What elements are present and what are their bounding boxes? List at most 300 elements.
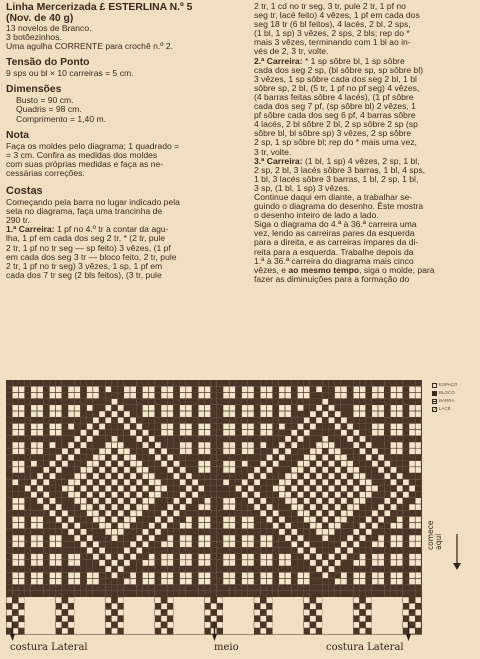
chart-cell bbox=[111, 510, 117, 516]
chart-cell bbox=[99, 380, 105, 386]
chart-cell bbox=[304, 467, 310, 473]
chart-cell bbox=[235, 436, 241, 442]
chart-cell bbox=[186, 510, 192, 516]
chart-cell bbox=[161, 467, 167, 473]
chart-cell bbox=[341, 603, 347, 609]
chart-cell bbox=[223, 417, 229, 423]
chart-cell bbox=[37, 492, 43, 498]
chart-cell bbox=[242, 454, 248, 460]
chart-cell bbox=[136, 622, 142, 628]
chart-cell bbox=[211, 448, 217, 454]
chart-cell bbox=[217, 442, 223, 448]
chart-cell bbox=[341, 442, 347, 448]
chart-cell bbox=[310, 585, 316, 591]
chart-cell bbox=[136, 498, 142, 504]
dimensions-heading: Dimensões bbox=[6, 84, 62, 96]
chart-cell bbox=[142, 628, 148, 634]
chart-cell bbox=[285, 510, 291, 516]
chart-cell bbox=[18, 492, 24, 498]
chart-cell bbox=[99, 628, 105, 634]
chart-cell bbox=[341, 380, 347, 386]
chart-cell bbox=[74, 529, 80, 535]
chart-cell bbox=[93, 535, 99, 541]
chart-cell bbox=[93, 560, 99, 566]
chart-cell bbox=[359, 467, 365, 473]
chart-cell bbox=[347, 622, 353, 628]
chart-cell bbox=[248, 591, 254, 597]
row3-line: 2 sp, 2 bl, 3 lacés sôbre 3 barras, 1 bl, 4 sps, bbox=[254, 164, 426, 175]
chart-cell bbox=[211, 609, 217, 615]
chart-cell bbox=[149, 442, 155, 448]
chart-cell bbox=[49, 399, 55, 405]
chart-cell bbox=[347, 578, 353, 584]
chart-cell bbox=[409, 399, 415, 405]
chart-cell bbox=[80, 622, 86, 628]
chart-cell bbox=[37, 585, 43, 591]
chart-cell bbox=[56, 492, 62, 498]
chart-cell bbox=[12, 591, 18, 597]
chart-cell bbox=[372, 417, 378, 423]
chart-cell bbox=[304, 628, 310, 634]
chart-cell bbox=[37, 436, 43, 442]
chart-cell bbox=[80, 603, 86, 609]
chart-cell bbox=[155, 467, 161, 473]
chart-cell bbox=[31, 591, 37, 597]
chart-cell bbox=[25, 616, 31, 622]
chart-cell bbox=[335, 417, 341, 423]
chart-cell bbox=[211, 417, 217, 423]
chart-cell bbox=[31, 603, 37, 609]
chart-cell bbox=[335, 473, 341, 479]
chart-cell bbox=[173, 566, 179, 572]
chart-cell bbox=[260, 597, 266, 603]
chart-cell bbox=[359, 417, 365, 423]
chart-cell bbox=[310, 436, 316, 442]
chart-cell bbox=[43, 423, 49, 429]
chart-cell bbox=[204, 628, 210, 634]
chart-cell bbox=[304, 566, 310, 572]
chart-cell bbox=[285, 603, 291, 609]
chart-cell bbox=[384, 399, 390, 405]
chart-cell bbox=[124, 510, 130, 516]
chart-cell bbox=[68, 547, 74, 553]
chart-cell bbox=[173, 516, 179, 522]
chart-cell bbox=[328, 622, 334, 628]
chart-cell bbox=[6, 473, 12, 479]
chart-cell bbox=[124, 597, 130, 603]
chart-cell bbox=[161, 597, 167, 603]
chart-cell bbox=[80, 516, 86, 522]
chart-cell bbox=[266, 485, 272, 491]
chart-cell bbox=[118, 535, 124, 541]
chart-cell bbox=[384, 504, 390, 510]
chart-cell bbox=[372, 628, 378, 634]
chart-cell bbox=[80, 547, 86, 553]
chart-cell bbox=[6, 392, 12, 398]
chart-cell bbox=[279, 585, 285, 591]
chart-cell bbox=[12, 597, 18, 603]
chart-cell bbox=[149, 417, 155, 423]
chart-cell bbox=[6, 399, 12, 405]
chart-cell bbox=[74, 603, 80, 609]
chart-cell bbox=[173, 603, 179, 609]
chart-cell bbox=[192, 597, 198, 603]
chart-cell bbox=[378, 485, 384, 491]
chart-cell bbox=[167, 591, 173, 597]
chart-cell bbox=[335, 380, 341, 386]
chart-cell bbox=[198, 399, 204, 405]
chart-cell bbox=[347, 442, 353, 448]
continuation-line: Siga o diagrama do 4.ª à 36.ª carreira uma bbox=[254, 219, 417, 230]
chart-cell bbox=[353, 399, 359, 405]
chart-cell bbox=[254, 411, 260, 417]
chart-cell bbox=[49, 609, 55, 615]
chart-cell bbox=[310, 380, 316, 386]
chart-cell bbox=[384, 616, 390, 622]
chart-cell bbox=[415, 566, 421, 572]
chart-cell bbox=[316, 535, 322, 541]
chart-cell bbox=[18, 628, 24, 634]
chart-cell bbox=[31, 529, 37, 535]
chart-cell bbox=[335, 485, 341, 491]
chart-cell bbox=[254, 448, 260, 454]
chart-cell bbox=[25, 436, 31, 442]
legend-symbol-icon bbox=[432, 391, 437, 396]
chart-cell bbox=[403, 442, 409, 448]
chart-cell bbox=[291, 603, 297, 609]
chart-cell bbox=[204, 547, 210, 553]
chart-cell bbox=[403, 603, 409, 609]
chart-cell bbox=[111, 461, 117, 467]
chart-cell bbox=[223, 566, 229, 572]
chart-cell bbox=[198, 616, 204, 622]
chart-cell bbox=[403, 399, 409, 405]
chart-cell bbox=[291, 535, 297, 541]
chart-cell bbox=[235, 516, 241, 522]
chart-cell bbox=[62, 572, 68, 578]
chart-cell bbox=[297, 622, 303, 628]
chart-cell bbox=[297, 529, 303, 535]
middle-label: meio bbox=[214, 642, 239, 653]
chart-cell bbox=[248, 603, 254, 609]
chart-cell bbox=[192, 523, 198, 529]
chart-cell bbox=[359, 485, 365, 491]
chart-cell bbox=[211, 498, 217, 504]
chart-cell bbox=[316, 411, 322, 417]
chart-cell bbox=[217, 423, 223, 429]
chart-cell bbox=[25, 467, 31, 473]
chart-cell bbox=[87, 399, 93, 405]
chart-cell bbox=[279, 622, 285, 628]
chart-cell bbox=[204, 380, 210, 386]
chart-cell bbox=[80, 510, 86, 516]
chart-cell bbox=[254, 572, 260, 578]
chart-cell bbox=[49, 436, 55, 442]
chart-cell bbox=[390, 516, 396, 522]
chart-cell bbox=[409, 436, 415, 442]
chart-cell bbox=[130, 529, 136, 535]
chart-cell bbox=[136, 597, 142, 603]
chart-cell bbox=[105, 423, 111, 429]
chart-cell bbox=[260, 523, 266, 529]
chart-cell bbox=[198, 622, 204, 628]
chart-cell bbox=[198, 529, 204, 535]
chart-cell bbox=[155, 591, 161, 597]
chart-cell bbox=[285, 380, 291, 386]
chart-cell bbox=[415, 547, 421, 553]
chart-cell bbox=[93, 423, 99, 429]
row3-line: 3 sp, (1 bl, 1 sp) 3 vêzes. bbox=[254, 182, 351, 193]
chart-cell bbox=[180, 417, 186, 423]
chart-cell bbox=[217, 566, 223, 572]
chart-cell bbox=[304, 436, 310, 442]
chart-cell bbox=[304, 479, 310, 485]
chart-cell bbox=[322, 616, 328, 622]
chart-cell bbox=[409, 498, 415, 504]
chart-cell bbox=[118, 492, 124, 498]
chart-cell bbox=[273, 479, 279, 485]
chart-cell bbox=[409, 492, 415, 498]
row1-line: lha, 1 pf em cada dos seg 2 tr, * (2 tr, pule bbox=[6, 233, 166, 244]
chart-cell bbox=[310, 572, 316, 578]
chart-cell bbox=[105, 591, 111, 597]
chart-cell bbox=[291, 423, 297, 429]
chart-cell bbox=[198, 380, 204, 386]
chart-cell bbox=[390, 380, 396, 386]
chart-cell bbox=[211, 566, 217, 572]
chart-cell bbox=[180, 461, 186, 467]
chart-cell bbox=[149, 461, 155, 467]
chart-cell bbox=[68, 448, 74, 454]
chart-cell bbox=[372, 591, 378, 597]
chart-cell bbox=[186, 454, 192, 460]
chart-cell bbox=[186, 547, 192, 553]
chart-cell bbox=[49, 566, 55, 572]
chart-cell bbox=[6, 436, 12, 442]
chart-cell bbox=[105, 436, 111, 442]
title-line: (Nov. de 40 g) bbox=[6, 13, 74, 24]
chart-cell bbox=[372, 609, 378, 615]
chart-cell bbox=[155, 585, 161, 591]
chart-cell bbox=[18, 380, 24, 386]
chart-cell bbox=[111, 591, 117, 597]
chart-cell bbox=[304, 399, 310, 405]
chart-cell bbox=[43, 392, 49, 398]
chart-cell bbox=[297, 417, 303, 423]
last-instruction-line: vêzes, e ao mesmo tempo, siga o molde, para bbox=[254, 264, 435, 275]
chart-cell bbox=[142, 554, 148, 560]
chart-cell bbox=[56, 417, 62, 423]
chart-cell bbox=[235, 448, 241, 454]
chart-cell bbox=[260, 454, 266, 460]
chart-cell bbox=[31, 467, 37, 473]
chart-cell bbox=[316, 423, 322, 429]
chart-cell bbox=[37, 454, 43, 460]
chart-cell bbox=[43, 616, 49, 622]
chart-cell bbox=[223, 609, 229, 615]
chart-cell bbox=[192, 461, 198, 467]
chart-cell bbox=[235, 380, 241, 386]
chart-cell bbox=[142, 454, 148, 460]
chart-cell bbox=[397, 510, 403, 516]
row2-line: (4 barras feitas sôbre 4 lacés), (1 pf sôbre bbox=[254, 91, 414, 102]
chart-cell bbox=[254, 535, 260, 541]
chart-cell bbox=[111, 448, 117, 454]
chart-cell bbox=[62, 541, 68, 547]
chart-cell bbox=[217, 504, 223, 510]
chart-cell bbox=[161, 566, 167, 572]
chart-cell bbox=[297, 585, 303, 591]
chart-cell bbox=[390, 547, 396, 553]
chart-cell bbox=[74, 380, 80, 386]
chart-cell bbox=[217, 554, 223, 560]
chart-cell bbox=[118, 572, 124, 578]
chart-cell bbox=[31, 547, 37, 553]
chart-cell bbox=[279, 417, 285, 423]
chart-cell bbox=[149, 628, 155, 634]
chart-cell bbox=[149, 399, 155, 405]
chart-cell bbox=[18, 485, 24, 491]
chart-cell bbox=[192, 467, 198, 473]
chart-cell bbox=[403, 386, 409, 392]
chart-cell bbox=[229, 622, 235, 628]
chart-cell bbox=[99, 417, 105, 423]
chart-cell bbox=[192, 485, 198, 491]
chart-cell bbox=[136, 417, 142, 423]
chart-cell bbox=[229, 485, 235, 491]
chart-cell bbox=[155, 392, 161, 398]
chart-cell bbox=[322, 510, 328, 516]
chart-cell bbox=[211, 560, 217, 566]
chart-cell bbox=[266, 498, 272, 504]
chart-cell bbox=[291, 591, 297, 597]
chart-cell bbox=[378, 523, 384, 529]
chart-cell bbox=[43, 572, 49, 578]
chart-cell bbox=[397, 492, 403, 498]
chart-cell bbox=[211, 461, 217, 467]
chart-cell bbox=[204, 399, 210, 405]
chart-cell bbox=[142, 585, 148, 591]
chart-cell bbox=[273, 535, 279, 541]
chart-cell bbox=[217, 535, 223, 541]
chart-cell bbox=[99, 554, 105, 560]
chart-cell bbox=[390, 585, 396, 591]
chart-cell bbox=[149, 585, 155, 591]
chart-cell bbox=[56, 510, 62, 516]
chart-cell bbox=[74, 430, 80, 436]
chart-cell bbox=[192, 436, 198, 442]
chart-cell bbox=[43, 554, 49, 560]
chart-cell bbox=[273, 380, 279, 386]
chart-cell bbox=[124, 609, 130, 615]
chart-cell bbox=[384, 529, 390, 535]
chart-cell bbox=[273, 473, 279, 479]
chart-cell bbox=[186, 529, 192, 535]
chart-cell bbox=[192, 585, 198, 591]
chart-cell bbox=[161, 585, 167, 591]
chart-cell bbox=[43, 547, 49, 553]
chart-cell bbox=[353, 535, 359, 541]
chart-cell bbox=[347, 572, 353, 578]
chart-cell bbox=[297, 597, 303, 603]
chart-cell bbox=[397, 585, 403, 591]
chart-cell bbox=[105, 547, 111, 553]
chart-cell bbox=[49, 516, 55, 522]
chart-cell bbox=[142, 399, 148, 405]
chart-cell bbox=[248, 479, 254, 485]
chart-cell bbox=[341, 436, 347, 442]
chart-cell bbox=[31, 473, 37, 479]
chart-cell bbox=[248, 597, 254, 603]
chart-cell bbox=[341, 566, 347, 572]
chart-cell bbox=[223, 547, 229, 553]
chart-cell bbox=[266, 510, 272, 516]
chart-cell bbox=[322, 380, 328, 386]
chart-cell bbox=[335, 609, 341, 615]
chart-cell bbox=[273, 399, 279, 405]
chart-cell bbox=[62, 591, 68, 597]
chart-cell bbox=[223, 597, 229, 603]
chart-cell bbox=[186, 603, 192, 609]
chart-cell bbox=[217, 467, 223, 473]
chart-cell bbox=[235, 454, 241, 460]
chart-cell bbox=[124, 603, 130, 609]
chart-cell bbox=[254, 386, 260, 392]
chart-cell bbox=[397, 609, 403, 615]
chart-cell bbox=[384, 467, 390, 473]
chart-cell bbox=[322, 461, 328, 467]
chart-cell bbox=[68, 399, 74, 405]
chart-cell bbox=[43, 591, 49, 597]
chart-cell bbox=[384, 560, 390, 566]
chart-cell bbox=[43, 417, 49, 423]
chart-cell bbox=[49, 628, 55, 634]
chart-cell bbox=[74, 597, 80, 603]
chart-cell bbox=[384, 535, 390, 541]
chart-cell bbox=[192, 628, 198, 634]
chart-cell bbox=[229, 609, 235, 615]
chart-cell bbox=[378, 380, 384, 386]
chart-cell bbox=[25, 479, 31, 485]
chart-cell bbox=[279, 566, 285, 572]
chart-cell bbox=[142, 423, 148, 429]
chart-cell bbox=[235, 578, 241, 584]
chart-cell bbox=[291, 547, 297, 553]
chart-cell bbox=[130, 423, 136, 429]
chart-cell bbox=[384, 578, 390, 584]
chart-cell bbox=[155, 430, 161, 436]
chart-cell bbox=[235, 585, 241, 591]
chart-cell bbox=[111, 392, 117, 398]
chart-cell bbox=[198, 492, 204, 498]
chart-cell bbox=[37, 399, 43, 405]
chart-cell bbox=[359, 442, 365, 448]
chart-cell bbox=[18, 603, 24, 609]
chart-cell bbox=[260, 467, 266, 473]
chart-cell bbox=[335, 554, 341, 560]
chart-cell bbox=[266, 448, 272, 454]
chart-cell bbox=[118, 479, 124, 485]
chart-cell bbox=[80, 492, 86, 498]
chart-cell bbox=[18, 547, 24, 553]
chart-cell bbox=[353, 566, 359, 572]
chart-cell bbox=[198, 609, 204, 615]
chart-cell bbox=[328, 597, 334, 603]
chart-cell bbox=[130, 442, 136, 448]
chart-cell bbox=[378, 597, 384, 603]
chart-cell bbox=[397, 622, 403, 628]
chart-cell bbox=[198, 597, 204, 603]
